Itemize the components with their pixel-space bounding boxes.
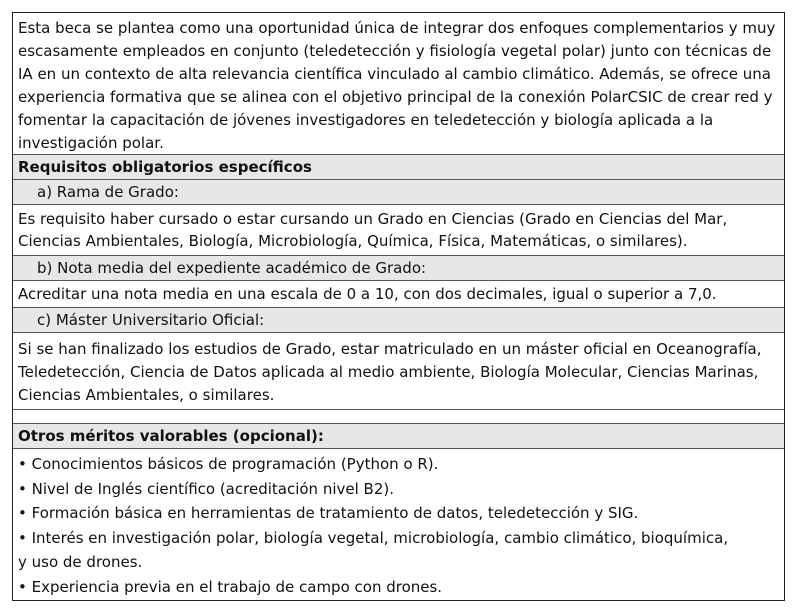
intro-line: fomentar la capacitación de jóvenes investigadores en teledetección y biología aplicada a la [18,111,714,129]
requirements-table [12,12,785,601]
master-line: Teledetección, Ciencia de Datos aplicada al medio ambiente, Biología Molecular, Ciencias Marinas, [18,363,759,381]
intro-line: investigación polar. [18,134,164,152]
subheading-master [13,308,784,333]
section-heading-text: Requisitos obligatorios específicos [18,158,312,176]
intro-paragraph [13,13,784,155]
master-line: Ciencias Ambientales, o similares. [18,386,275,404]
intro-line: experiencia formativa que se alinea con el objetivo principal de la conexión PolarCSIC de crear red y [18,88,773,106]
list-item: • Formación básica en herramientas de tratamiento de datos, teledetección y SIG. [18,504,639,522]
master-paragraph [13,333,784,410]
master-line: Si se han finalizado los estudios de Grado, estar matriculado en un máster oficial en Oceanografía, [18,340,762,358]
subheading-text: b) Nota media del expediente académico de Grado: [37,259,427,277]
list-item: • Conocimientos básicos de programación (Python o R). [18,455,439,473]
section-heading-requisitos [13,155,784,180]
rama-line: Es requisito haber cursado o estar cursando un Grado en Ciencias (Grado en Ciencias del Mar, [18,210,728,228]
list-item: • Experiencia previa en el trabajo de campo con drones. [18,577,443,596]
section-heading-meritos [13,423,784,449]
meritos-list [13,449,784,600]
rama-line: Ciencias Ambientales, Biología, Microbiología, Química, Física, Matemáticas, o similares). [18,232,688,250]
section-heading-text: Otros méritos valorables (opcional): [18,427,324,445]
list-item: • Interés en investigación polar, biología vegetal, microbiología, cambio climático, bioquímica, [18,528,729,547]
subheading-nota [13,256,784,281]
intro-line: IA en un contexto de alta relevancia científica vinculado al cambio climático. Además, se ofrece una [18,65,771,83]
nota-line: Acreditar una nota media en una escala de 0 a 10, con dos decimales, igual o superior a 7,0. [18,285,717,303]
list-item: • Nivel de Inglés científico (acreditación nivel B2). [18,479,394,498]
intro-line: escasamente empleados en conjunto (teledetección y fisiología vegetal polar) junto con técnicas de [18,42,772,60]
intro-line: Esta beca se plantea como una oportunidad única de integrar dos enfoques complementarios y muy [18,19,776,37]
list-item-continuation: y uso de drones. [18,553,143,571]
subheading-rama [13,180,784,205]
subheading-text: c) Máster Universitario Oficial: [37,311,265,329]
subheading-text: a) Rama de Grado: [37,183,179,201]
nota-paragraph [13,281,784,308]
rama-paragraph [13,205,784,256]
